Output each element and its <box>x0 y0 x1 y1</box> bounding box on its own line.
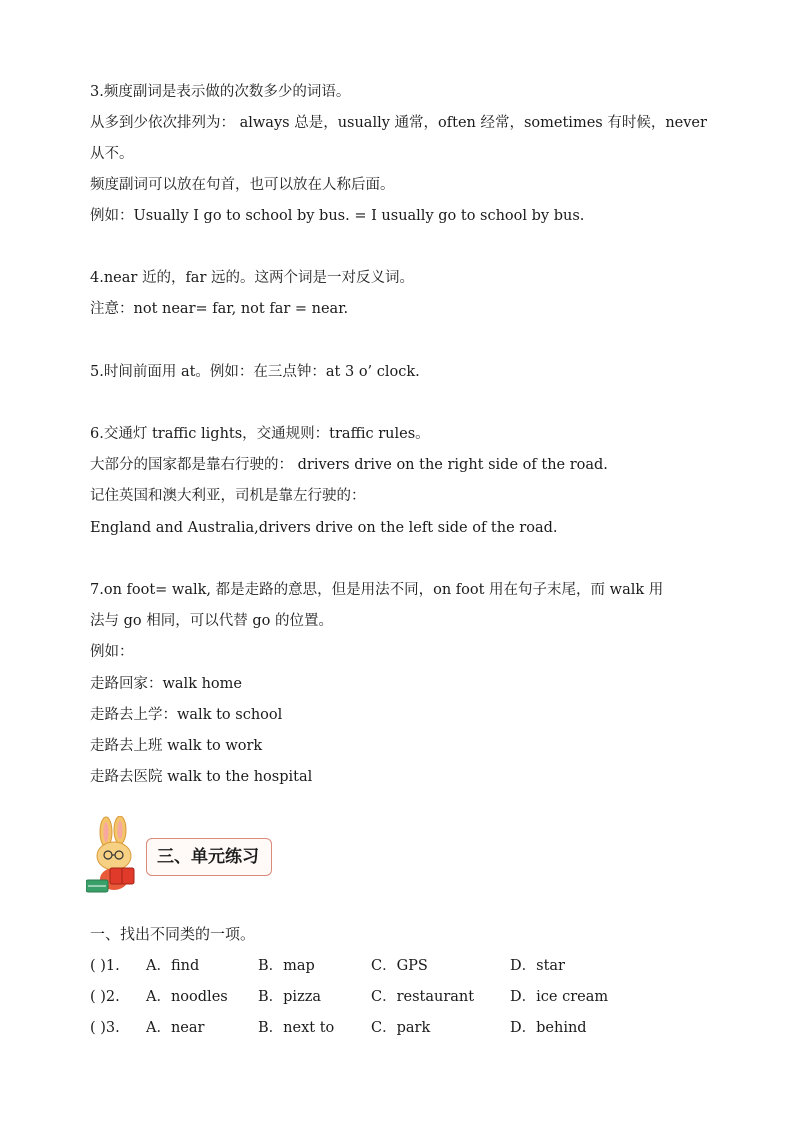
note-7-example: 走路去医院 walk to the hospital <box>90 769 313 785</box>
note-7-example: 走路去上班 walk to work <box>90 738 263 754</box>
section-header <box>86 816 286 888</box>
note-7-example: 走路去上学：walk to school <box>90 707 283 723</box>
option-d: D．behind <box>510 1020 587 1036</box>
section-title-box <box>146 838 272 876</box>
option-d: D．ice cream <box>510 989 609 1005</box>
option-d: D．star <box>510 958 565 974</box>
note-6-line: 记住英国和澳大利亚，司机是靠左行驶的： <box>90 488 366 504</box>
section-title: 三、单元练习 <box>157 847 259 867</box>
option-b: B．next to <box>258 1020 335 1036</box>
exercise-heading: 一、找出不同类的一项。 <box>90 925 256 943</box>
note-7-line: 例如： <box>90 644 134 660</box>
option-c: C．park <box>371 1020 431 1036</box>
note-6-title: 6.交通灯 traffic lights，交通规则：traffic rules。 <box>90 426 430 442</box>
answer-blank[interactable]: ( )1. <box>90 958 120 974</box>
option-b: B．pizza <box>258 989 321 1005</box>
note-3-line: 从不。 <box>90 146 134 162</box>
option-a: A．near <box>146 1020 205 1036</box>
note-3-line: 从多到少依次排列为： always 总是，usually 通常，often 经常，sometimes 有时候，never <box>90 115 707 131</box>
answer-blank[interactable]: ( )2. <box>90 989 120 1005</box>
option-a: A．noodles <box>146 989 228 1005</box>
note-3-example: 例如：Usually I go to school by bus. = I usually go to school by bus. <box>90 208 585 224</box>
option-c: C．GPS <box>371 958 428 974</box>
note-5-title: 5.时间前面用 at。例如：在三点钟：at 3 o’ clock. <box>90 364 420 380</box>
option-a: A．find <box>146 958 200 974</box>
option-b: B．map <box>258 958 315 974</box>
note-4-title: 4.near 近的，far 远的。这两个词是一对反义词。 <box>90 270 414 286</box>
answer-blank[interactable]: ( )3. <box>90 1020 120 1036</box>
option-c: C．restaurant <box>371 989 475 1005</box>
note-7-example: 走路回家：walk home <box>90 676 242 692</box>
note-4-line: 注意：not near= far, not far = near. <box>90 301 349 317</box>
note-6-line: England and Australia,drivers drive on the left side of the road. <box>90 520 558 536</box>
note-6-line: 大部分的国家都是靠右行驶的： drivers drive on the right side of the road. <box>90 457 608 473</box>
note-7-line: 法与 go 相同，可以代替 go 的位置。 <box>90 613 333 629</box>
note-3-line: 频度副词可以放在句首，也可以放在人称后面。 <box>90 177 395 193</box>
note-3-title: 3.频度副词是表示做的次数多少的词语。 <box>90 84 351 100</box>
note-7-title: 7.on foot= walk, 都是走路的意思，但是用法不同，on foot 用在句子末尾，而 walk 用 <box>90 582 664 598</box>
